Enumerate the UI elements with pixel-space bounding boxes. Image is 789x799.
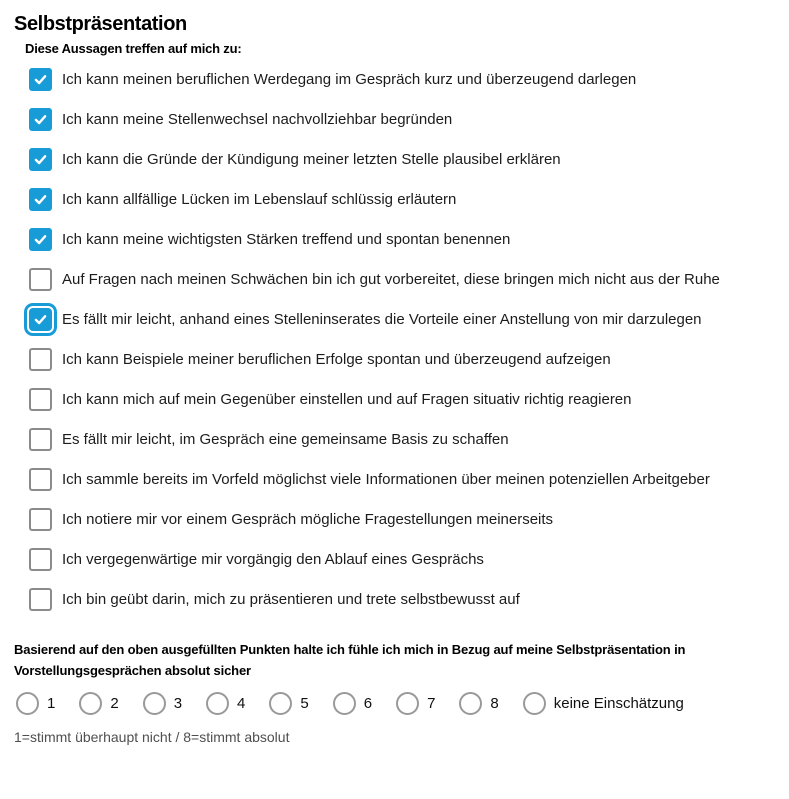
statement-label: Ich bin geübt darin, mich zu präsentieren und trete selbstbewusst auf bbox=[62, 591, 520, 608]
statement-label: Es fällt mir leicht, anhand eines Stelleninserates die Vorteile einer Anstellung von mir darzulegen bbox=[62, 311, 702, 328]
radio-button[interactable] bbox=[206, 692, 229, 715]
statement-checkbox[interactable] bbox=[29, 428, 52, 451]
statement-label: Ich sammle bereits im Vorfeld möglichst viele Informationen über meinen potenziellen Arbeitgeber bbox=[62, 471, 710, 488]
statement-label: Ich notiere mir vor einem Gespräch mögliche Fragestellungen meinerseits bbox=[62, 511, 554, 528]
statement-label: Auf Fragen nach meinen Schwächen bin ich gut vorbereitet, diese bringen mich nicht aus der Ruhe bbox=[62, 271, 720, 288]
rating-option-label: 1 bbox=[47, 695, 56, 712]
statement-label: Ich kann meine Stellenwechsel nachvollziehbar begründen bbox=[62, 111, 453, 128]
statement-checkbox[interactable] bbox=[29, 588, 52, 611]
statement-row bbox=[29, 347, 775, 372]
rating-option-label: 4 bbox=[237, 695, 246, 712]
rating-option[interactable] bbox=[206, 692, 245, 715]
radio-button[interactable] bbox=[79, 692, 102, 715]
statement-checkbox[interactable] bbox=[29, 148, 52, 171]
statements-list bbox=[29, 67, 775, 612]
statement-label: Ich kann meinen beruflichen Werdegang im Gespräch kurz und überzeugend darlegen bbox=[62, 71, 637, 88]
rating-option-label: 7 bbox=[427, 695, 436, 712]
rating-option[interactable] bbox=[333, 692, 372, 715]
statement-checkbox[interactable] bbox=[29, 308, 52, 331]
statements-intro: Diese Aussagen treffen auf mich zu: bbox=[25, 41, 242, 56]
rating-option[interactable] bbox=[16, 692, 55, 715]
rating-option[interactable] bbox=[396, 692, 435, 715]
statement-label: Ich kann die Gründe der Kündigung meiner letzten Stelle plausibel erklären bbox=[62, 151, 561, 168]
rating-option[interactable] bbox=[523, 692, 684, 715]
statement-row bbox=[29, 147, 775, 172]
statement-label: Es fällt mir leicht, im Gespräch eine gemeinsame Basis zu schaffen bbox=[62, 431, 509, 448]
rating-scale-note: 1=stimmt überhaupt nicht / 8=stimmt absolut bbox=[14, 729, 290, 745]
statement-checkbox[interactable] bbox=[29, 348, 52, 371]
radio-button[interactable] bbox=[459, 692, 482, 715]
statement-row bbox=[29, 587, 775, 612]
statement-label: Ich kann allfällige Lücken im Lebenslauf schlüssig erläutern bbox=[62, 191, 457, 208]
radio-button[interactable] bbox=[396, 692, 419, 715]
rating-option[interactable] bbox=[79, 692, 118, 715]
rating-option-label: 8 bbox=[490, 695, 499, 712]
statement-checkbox[interactable] bbox=[29, 468, 52, 491]
statement-row bbox=[29, 187, 775, 212]
radio-button[interactable] bbox=[523, 692, 546, 715]
statement-checkbox[interactable] bbox=[29, 108, 52, 131]
checkmark-icon bbox=[32, 231, 49, 248]
checkmark-icon bbox=[32, 71, 49, 88]
statement-checkbox[interactable] bbox=[29, 388, 52, 411]
page-title: Selbstpräsentation bbox=[14, 13, 187, 35]
statement-row bbox=[29, 307, 775, 332]
checkmark-icon bbox=[32, 151, 49, 168]
statement-row bbox=[29, 67, 775, 92]
checkmark-icon bbox=[32, 111, 49, 128]
radio-button[interactable] bbox=[269, 692, 292, 715]
statement-checkbox[interactable] bbox=[29, 68, 52, 91]
statement-checkbox[interactable] bbox=[29, 268, 52, 291]
statement-label: Ich kann Beispiele meiner beruflichen Erfolge spontan und überzeugend aufzeigen bbox=[62, 351, 611, 368]
radio-button[interactable] bbox=[333, 692, 356, 715]
statement-row bbox=[29, 507, 775, 532]
rating-option[interactable] bbox=[459, 692, 498, 715]
statement-label: Ich kann mich auf mein Gegenüber einstellen und auf Fragen situativ richtig reagieren bbox=[62, 391, 632, 408]
rating-option-label: 2 bbox=[110, 695, 119, 712]
statement-row bbox=[29, 227, 775, 252]
statement-row bbox=[29, 467, 775, 492]
statement-row bbox=[29, 107, 775, 132]
statement-row bbox=[29, 387, 775, 412]
statement-label: Ich kann meine wichtigsten Stärken treffend und spontan benennen bbox=[62, 231, 511, 248]
statement-label: Ich vergegenwärtige mir vorgängig den Ablauf eines Gesprächs bbox=[62, 551, 484, 568]
rating-option-label: 6 bbox=[363, 695, 373, 712]
radio-button[interactable] bbox=[143, 692, 166, 715]
rating-option[interactable] bbox=[143, 692, 182, 715]
rating-question: Basierend auf den oben ausgefüllten Punkten halte ich fühle ich mich in Bezug auf meine Selbstpräsentation in Vorstellungsgesprächen absolut sicher bbox=[14, 642, 686, 678]
rating-option-label: 5 bbox=[300, 695, 309, 712]
statement-row bbox=[29, 267, 775, 292]
statement-checkbox[interactable] bbox=[29, 548, 52, 571]
rating-option-label: keine Einschätzung bbox=[553, 695, 684, 712]
checkmark-icon bbox=[32, 311, 49, 328]
statement-row bbox=[29, 427, 775, 452]
rating-option[interactable] bbox=[269, 692, 308, 715]
rating-option-label: 3 bbox=[173, 695, 183, 712]
statement-checkbox[interactable] bbox=[29, 228, 52, 251]
rating-options bbox=[16, 692, 775, 715]
statement-checkbox[interactable] bbox=[29, 188, 52, 211]
radio-button[interactable] bbox=[16, 692, 39, 715]
statement-row bbox=[29, 547, 775, 572]
statement-checkbox[interactable] bbox=[29, 508, 52, 531]
checkmark-icon bbox=[32, 191, 49, 208]
